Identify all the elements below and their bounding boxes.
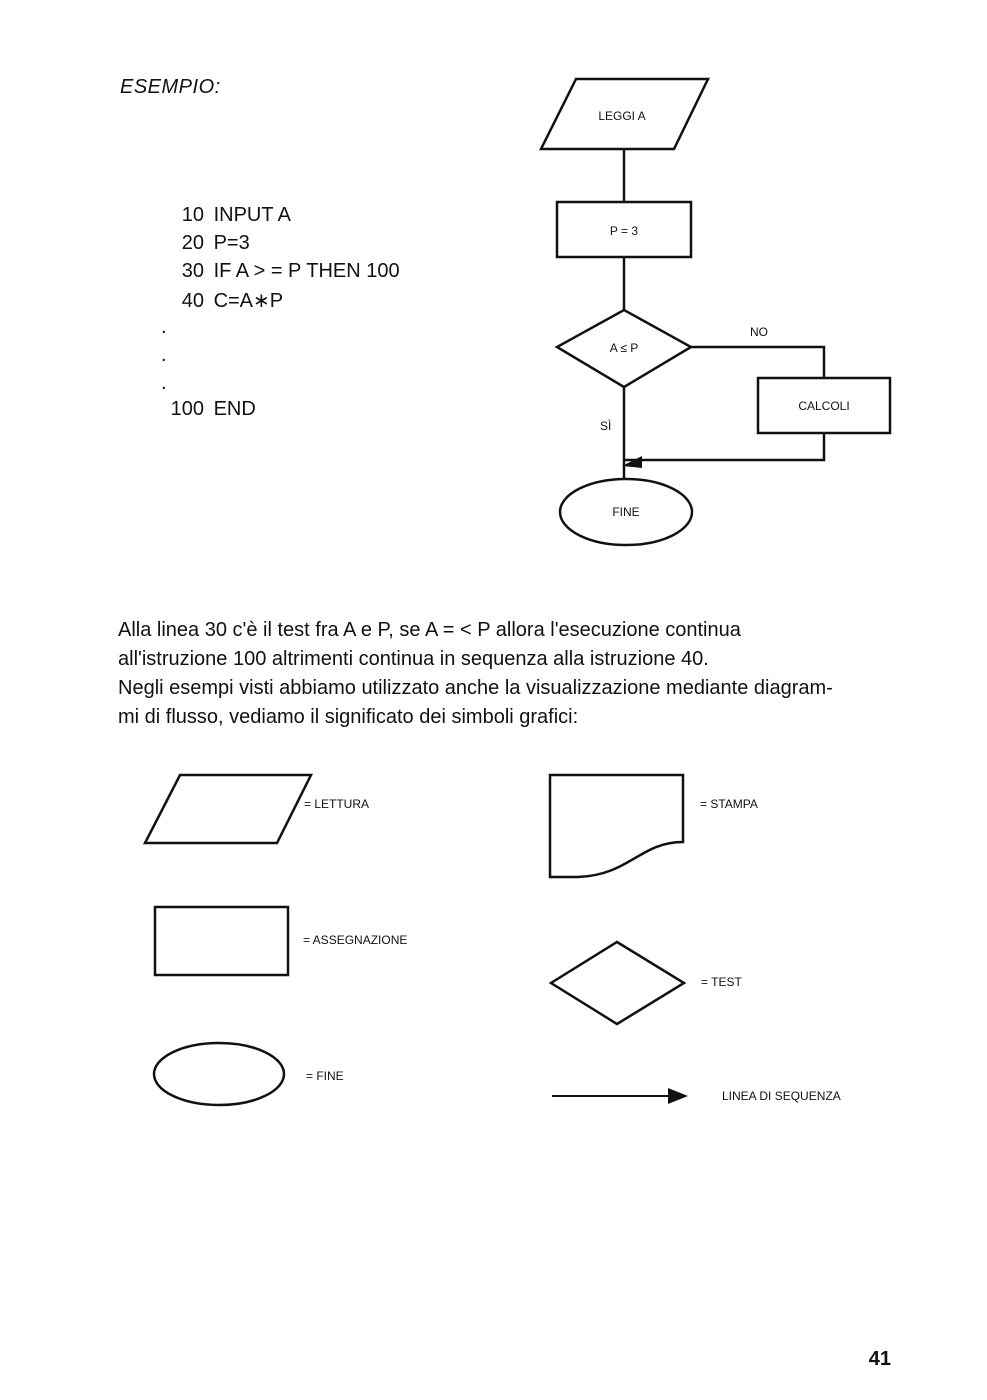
legend-stampa-shape	[550, 775, 683, 877]
flow-connector-return	[624, 433, 824, 460]
code-statement: C=A∗P	[213, 290, 284, 312]
line-number: 40	[181, 290, 204, 312]
example-heading: ESEMPIO:	[120, 76, 221, 98]
legend-test-label: = TEST	[701, 975, 742, 989]
code-ellipsis-dot: .	[161, 344, 167, 366]
paragraph-symbols-intro	[118, 674, 894, 732]
flow-yes-label: SÌ	[600, 419, 612, 433]
line-number: 20	[181, 232, 204, 254]
page-number: 41	[868, 1348, 891, 1370]
legend-assegnazione-shape	[155, 907, 288, 975]
code-statement: END	[213, 398, 256, 420]
code-statement: IF A > = P THEN 100	[213, 260, 400, 282]
legend-lettura-label: = LETTURA	[304, 797, 370, 811]
line-number: 30	[181, 260, 204, 282]
paragraph-explanation	[118, 616, 894, 674]
paragraph-line: Alla linea 30 c'è il test fra A e P, se A = < P allora l'esecuzione continua	[118, 619, 741, 641]
legend-lettura-shape	[145, 775, 311, 843]
flow-end-label: FINE	[612, 505, 640, 519]
legend-assegnazione-label: = ASSEGNAZIONE	[303, 933, 408, 947]
flow-read-label: LEGGI A	[598, 109, 646, 123]
line-number: 100	[170, 398, 204, 420]
example-flowchart	[541, 79, 890, 545]
legend-fine-label: = FINE	[306, 1069, 344, 1083]
line-number: 10	[181, 204, 204, 226]
flow-no-label: NO	[750, 325, 768, 339]
legend-sequenza-label: LINEA DI SEQUENZA	[722, 1089, 841, 1103]
paragraph-line: all'istruzione 100 altrimenti continua in sequenza alla istruzione 40.	[118, 648, 709, 670]
flow-assign-label: P = 3	[609, 224, 639, 238]
flow-connector-no	[691, 347, 824, 378]
legend-fine-shape	[154, 1043, 284, 1105]
flow-process-label: CALCOLI	[798, 399, 850, 413]
paragraph-line: mi di flusso, vediamo il significato dei simboli grafici:	[118, 706, 579, 728]
paragraph-line: Negli esempi visti abbiamo utilizzato anche la visualizzazione mediante diagram-	[118, 677, 833, 699]
code-ellipsis-dot: .	[161, 372, 167, 394]
legend-stampa-label: = STAMPA	[700, 797, 758, 811]
flow-test-label: A ≤ P	[609, 341, 639, 355]
code-statement: INPUT A	[213, 204, 291, 226]
code-statement: P=3	[213, 232, 250, 254]
legend-test-shape	[551, 942, 684, 1024]
code-ellipsis-dot: .	[161, 316, 167, 338]
